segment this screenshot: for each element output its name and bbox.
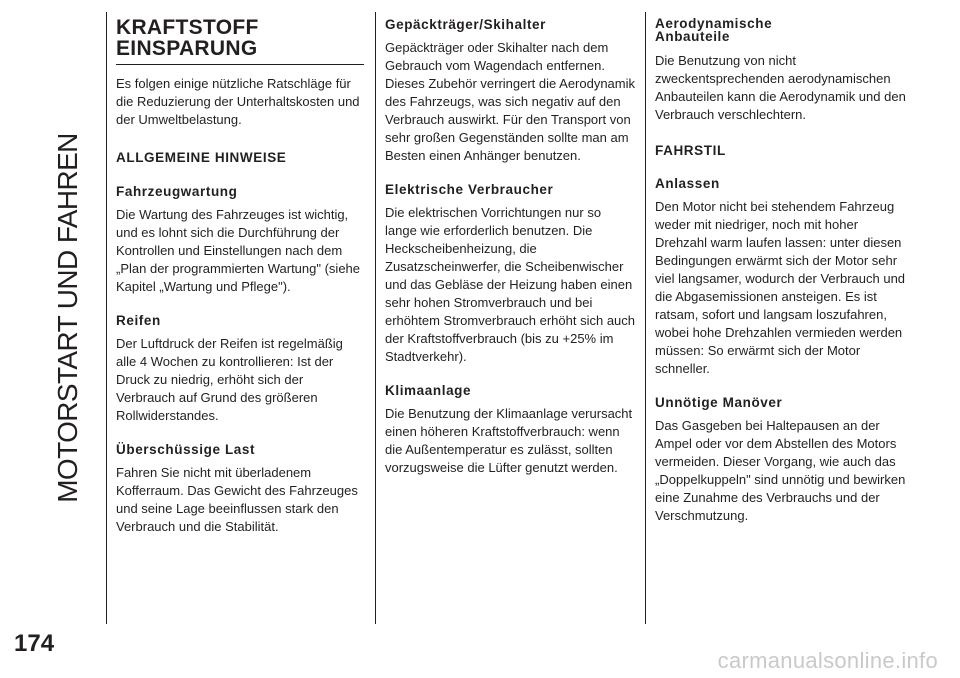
- section-title-line1: KRAFTSTOFF: [116, 16, 259, 39]
- unnecessary-maneuvers-heading: Unnötige Manöver: [655, 395, 783, 410]
- section-title-line2: EINSPARUNG: [116, 37, 258, 60]
- maintenance-heading: Fahrzeugwartung: [116, 184, 238, 199]
- roof-rack-text: Gepäckträger oder Skihalter nach dem Gebrauch vom Wagendach entfernen. Dieses Zubehör verringert die Aerodynamik des Fahrzeugs, was sich negativ auf den Verbrauch auswirkt. Für den Transport von sehr großen Gegenständen sollte man am Besten einen Anhänger benutzen.: [385, 40, 636, 163]
- general-notes-heading: ALLGEMEINE HINWEISE: [116, 150, 287, 165]
- starting-heading: Anlassen: [655, 176, 720, 191]
- driving-style-heading: FAHRSTIL: [655, 143, 726, 158]
- starting-text: Den Motor nicht bei stehendem Fahrzeug weder mit niedriger, noch mit hoher Drehzahl warm laufen lassen: unter diesen Bedingungen erwärmt sich der Motor sehr viel langsamer, wodurch der Verbrauch und die Abgasemissionen ansteigen. Es ist ratsam, sofort und langsam loszufahren, wobei hohe Drehzahlen vermieden werden müssen: So erwärmt sich der Motor schneller.: [655, 199, 906, 376]
- column-3: [655, 17, 913, 525]
- site-watermark: carmanualsonline.info: [717, 648, 938, 673]
- excess-load-text: Fahren Sie nicht mit überladenem Kofferraum. Das Gewicht des Fahrzeuges und seine Lage beeinflussen stark den Verbrauch und die Stabilität.: [116, 465, 358, 534]
- roof-rack-heading: Gepäckträger/Skihalter: [385, 17, 547, 32]
- excess-load-heading: Überschüssige Last: [116, 442, 256, 457]
- air-conditioning-heading: Klimaanlage: [385, 383, 472, 398]
- aero-parts-heading-line2: Anbauteile: [655, 29, 731, 44]
- page-number: 174: [14, 630, 55, 657]
- maintenance-text: Die Wartung des Fahrzeuges ist wichtig, und es lohnt sich die Durchführung der Kontrollen und Einstellungen nach dem „Plan der programmierten Wartung" (siehe Kapitel „Wartung und Pflege").: [116, 207, 361, 294]
- section-title: [116, 17, 364, 65]
- air-conditioning-text: Die Benutzung der Klimaanlage verursacht einen höheren Kraftstoffverbrauch: wenn die Außentemperatur es zulässt, sollten vorzugsweise die Lüfter genutzt werden.: [385, 406, 633, 475]
- aero-parts-heading: [655, 17, 913, 43]
- electric-consumers-heading: Elektrische Verbraucher: [385, 182, 554, 197]
- column-divider-2: [645, 12, 646, 624]
- tyres-heading: Reifen: [116, 313, 161, 328]
- column-divider-1: [375, 12, 376, 624]
- aero-parts-heading-line1: Aerodynamische: [655, 16, 773, 31]
- unnecessary-maneuvers-text: Das Gasgeben bei Haltepausen an der Ampel oder vor dem Abstellen des Motors vermeiden. Dieser Vorgang, wie auch das „Doppelkuppeln" sind unnötig und bewirken eine Zunahme des Verbrauchs und der Verschmutzung.: [655, 418, 906, 523]
- aero-parts-text: Die Benutzung von nicht zweckentsprechenden aerodynamischen Anbauteilen kann die Aerodynamik und den Verbrauch verschlechtern.: [655, 53, 906, 122]
- column-1: [116, 17, 364, 536]
- chapter-side-title: MOTORSTART UND FAHREN: [52, 133, 83, 503]
- column-2: [385, 17, 635, 477]
- intro-text: Es folgen einige nützliche Ratschläge für die Reduzierung der Unterhaltskosten und der Umweltbelastung.: [116, 76, 360, 127]
- electric-consumers-text: Die elektrischen Vorrichtungen nur so lange wie erforderlich benutzen. Die Heckscheibenheizung, die Zusatzscheinwerfer, die Scheibenwischer und das Gebläse der Heizung haben einen sehr hohen Stromverbrauch und bei erhöhtem Stromverbrauch erhöht sich auch der Kraftstoffverbrauch (bis zu +25% im Stadtverkehr).: [385, 205, 636, 364]
- tyres-text: Der Luftdruck der Reifen ist regelmäßig alle 4 Wochen zu kontrollieren: Ist der Druck zu niedrig, erhöht sich der Verbrauch auf Grund des größeren Rollwiderstandes.: [116, 336, 343, 423]
